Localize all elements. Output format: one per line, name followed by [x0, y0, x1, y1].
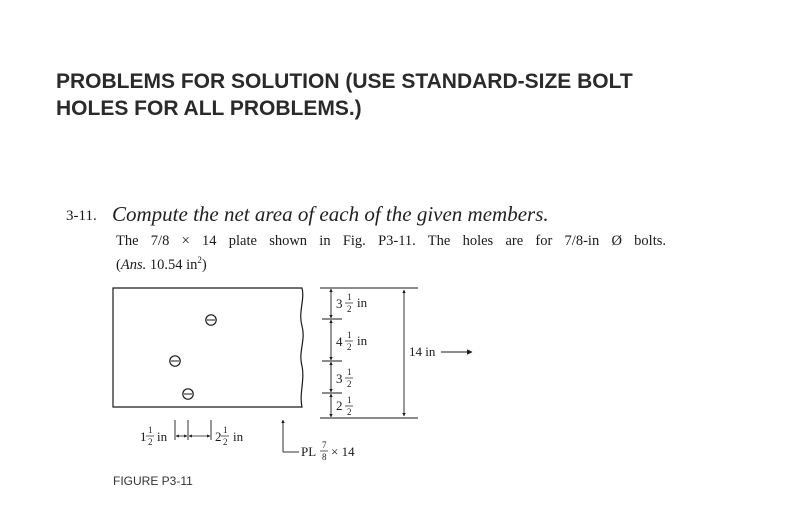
dim-whole: 1 [140, 429, 147, 444]
bolt-hole-icon [206, 315, 216, 325]
dim-unit: in [357, 295, 368, 310]
dim-label-v3 [336, 367, 353, 389]
plate-num: 7 [322, 440, 327, 450]
answer-close: ) [201, 256, 207, 273]
dim-unit: in [157, 429, 168, 444]
plate-label [301, 440, 355, 462]
dim-label-v1 [336, 292, 368, 314]
problem-statement: The 7/8 × 14 plate shown in Fig. P3-11. The holes are for 7/8-in Ø bolts. [116, 233, 666, 249]
figure-caption: FIGURE P3-11 [113, 474, 193, 488]
bolt-hole-icon [170, 356, 180, 366]
plate-outline [113, 288, 303, 407]
dim-whole: 2 [336, 398, 343, 413]
dim-num: 1 [148, 425, 153, 435]
dim-label-h2 [215, 425, 244, 447]
answer-value: 10.54 in [146, 256, 198, 273]
dim-whole: 2 [215, 429, 222, 444]
dim-num: 1 [347, 330, 352, 340]
dim-whole: 3 [336, 296, 343, 311]
problem-number: 3-11. [66, 208, 97, 224]
heading-line-1: PROBLEMS FOR SOLUTION (USE STANDARD-SIZE BOLT [56, 70, 633, 93]
dim-label-v4 [336, 395, 353, 417]
problem-title: Compute the net area of each of the given members. [112, 202, 549, 226]
dim-num: 1 [223, 425, 228, 435]
heading-line-2: HOLES FOR ALL PROBLEMS.) [56, 97, 362, 120]
dim-den: 2 [347, 304, 352, 314]
dim-unit: in [233, 429, 244, 444]
dim-den: 2 [347, 407, 352, 417]
dim-label-h1 [140, 425, 168, 447]
dim-den: 2 [347, 342, 352, 352]
bolt-hole-icon [183, 389, 193, 399]
dim-num: 1 [347, 395, 352, 405]
dim-den: 2 [347, 379, 352, 389]
dim-unit: in [357, 333, 368, 348]
dim-num: 1 [347, 292, 352, 302]
dim-whole: 4 [336, 334, 343, 349]
plate-suffix: × 14 [331, 444, 355, 459]
dim-den: 2 [223, 437, 228, 447]
dim-label-overall: 14 in [409, 344, 436, 359]
answer-exponent: 2 [197, 255, 202, 265]
dim-label-v2 [336, 330, 368, 352]
dim-den: 2 [148, 437, 153, 447]
plate-den: 8 [322, 452, 327, 462]
dim-num: 1 [347, 367, 352, 377]
dim-whole: 3 [336, 371, 343, 386]
answer-label: Ans. [120, 256, 147, 273]
plate-prefix: PL [301, 444, 317, 459]
answer-open: ( [116, 256, 121, 273]
